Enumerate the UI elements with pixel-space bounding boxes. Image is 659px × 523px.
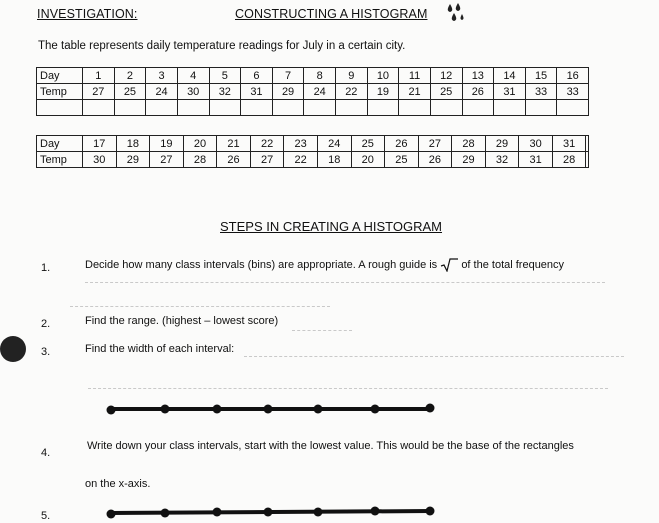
- day-cell: 10: [367, 68, 399, 84]
- temp-cell: 27: [250, 152, 284, 168]
- day-cell: 13: [462, 68, 494, 84]
- step-3-number: 3.: [41, 346, 51, 358]
- step-4-text-cont: on the x-axis.: [85, 478, 151, 490]
- temp-cell: 26: [217, 152, 251, 168]
- temperature-table-2: [36, 135, 589, 168]
- day-cell: 12: [430, 68, 462, 84]
- day-cell: 30: [519, 136, 553, 152]
- temp-cell: 33: [557, 84, 589, 100]
- temp-cell: 33: [525, 84, 557, 100]
- temp-cell: 26: [462, 84, 494, 100]
- temp-cell: 26: [418, 152, 452, 168]
- day-cell: 6: [241, 68, 273, 84]
- day-cell: 9: [336, 68, 368, 84]
- day-cell: 31: [552, 136, 586, 152]
- temp-cell: 24: [304, 84, 336, 100]
- temp-cell: 29: [272, 84, 304, 100]
- day-cell: 4: [177, 68, 209, 84]
- table-row-empty: [37, 100, 589, 116]
- answer-line: [292, 330, 352, 331]
- day-cell: 16: [557, 68, 589, 84]
- answer-line: [88, 388, 608, 389]
- answer-line: [70, 306, 330, 307]
- table-row: [37, 68, 589, 84]
- step-1-number: 1.: [41, 262, 51, 274]
- day-cell: 28: [452, 136, 486, 152]
- temp-cell: 29: [452, 152, 486, 168]
- day-cell: 22: [250, 136, 284, 152]
- square-root-icon: [440, 258, 458, 272]
- temp-cell: 25: [430, 84, 462, 100]
- temp-cell: 22: [284, 152, 318, 168]
- temp-cell: 31: [519, 152, 553, 168]
- temp-cell: 28: [552, 152, 586, 168]
- temp-cell: 27: [150, 152, 184, 168]
- day-cell: 29: [485, 136, 519, 152]
- day-cell: 17: [83, 136, 117, 152]
- water-drops-icon: [444, 2, 466, 26]
- temp-cell: 24: [146, 84, 178, 100]
- temp-row-label: Temp: [37, 152, 83, 168]
- day-cell: 15: [525, 68, 557, 84]
- day-cell: [586, 136, 589, 152]
- answer-line: [85, 282, 605, 283]
- step-4-text: Write down your class intervals, start with the lowest value. This would be the base of the rectangles: [87, 440, 574, 452]
- step-1-text-a: Decide how many class intervals (bins) are appropriate. A rough guide is: [85, 258, 438, 271]
- temp-cell: 18: [317, 152, 351, 168]
- temp-cell: 21: [399, 84, 431, 100]
- interval-line-2: [105, 504, 440, 520]
- temp-cell: [586, 152, 589, 168]
- day-cell: 19: [150, 136, 184, 152]
- step-3-text: Find the width of each interval:: [85, 343, 235, 355]
- day-cell: 11: [399, 68, 431, 84]
- step-1-text: [85, 258, 564, 272]
- day-cell: 8: [304, 68, 336, 84]
- temperature-table-1: [36, 67, 589, 116]
- temp-cell: 19: [367, 84, 399, 100]
- day-cell: 23: [284, 136, 318, 152]
- temp-cell: 25: [114, 84, 146, 100]
- step-4-number: 4.: [41, 447, 51, 459]
- table-row: [37, 136, 589, 152]
- temp-row-label: Temp: [37, 84, 83, 100]
- step-1-text-b: of the total frequency: [461, 258, 565, 271]
- day-cell: 18: [116, 136, 150, 152]
- interval-line-1: [105, 401, 440, 417]
- steps-heading: STEPS IN CREATING A HISTOGRAM: [220, 219, 443, 234]
- temp-cell: 30: [177, 84, 209, 100]
- day-cell: 14: [494, 68, 526, 84]
- temp-cell: 32: [209, 84, 241, 100]
- day-row-label: Day: [37, 68, 83, 84]
- step-2-text: Find the range. (highest – lowest score): [85, 315, 279, 327]
- hole-punch: [0, 336, 26, 362]
- page-title: CONSTRUCTING A HISTOGRAM: [235, 7, 428, 21]
- day-cell: 21: [217, 136, 251, 152]
- day-cell: 1: [83, 68, 115, 84]
- step-5-number: 5.: [41, 510, 51, 522]
- day-cell: 25: [351, 136, 385, 152]
- temp-cell: 27: [83, 84, 115, 100]
- day-cell: 24: [317, 136, 351, 152]
- day-cell: 2: [114, 68, 146, 84]
- day-cell: 20: [183, 136, 217, 152]
- step-2-number: 2.: [41, 318, 51, 330]
- day-cell: 27: [418, 136, 452, 152]
- table-row: [37, 84, 589, 100]
- temp-cell: 31: [494, 84, 526, 100]
- day-cell: 7: [272, 68, 304, 84]
- investigation-label: INVESTIGATION:: [37, 7, 138, 21]
- temp-cell: 22: [336, 84, 368, 100]
- temp-cell: 32: [485, 152, 519, 168]
- temp-cell: 28: [183, 152, 217, 168]
- temp-cell: 29: [116, 152, 150, 168]
- day-cell: 3: [146, 68, 178, 84]
- temp-cell: 30: [83, 152, 117, 168]
- temp-cell: 25: [385, 152, 419, 168]
- day-row-label: Day: [37, 136, 83, 152]
- day-cell: 26: [385, 136, 419, 152]
- temp-cell: 20: [351, 152, 385, 168]
- day-cell: 5: [209, 68, 241, 84]
- intro-text: The table represents daily temperature readings for July in a certain city.: [38, 40, 406, 52]
- temp-cell: 31: [241, 84, 273, 100]
- table-row: [37, 152, 589, 168]
- answer-line: [244, 356, 624, 357]
